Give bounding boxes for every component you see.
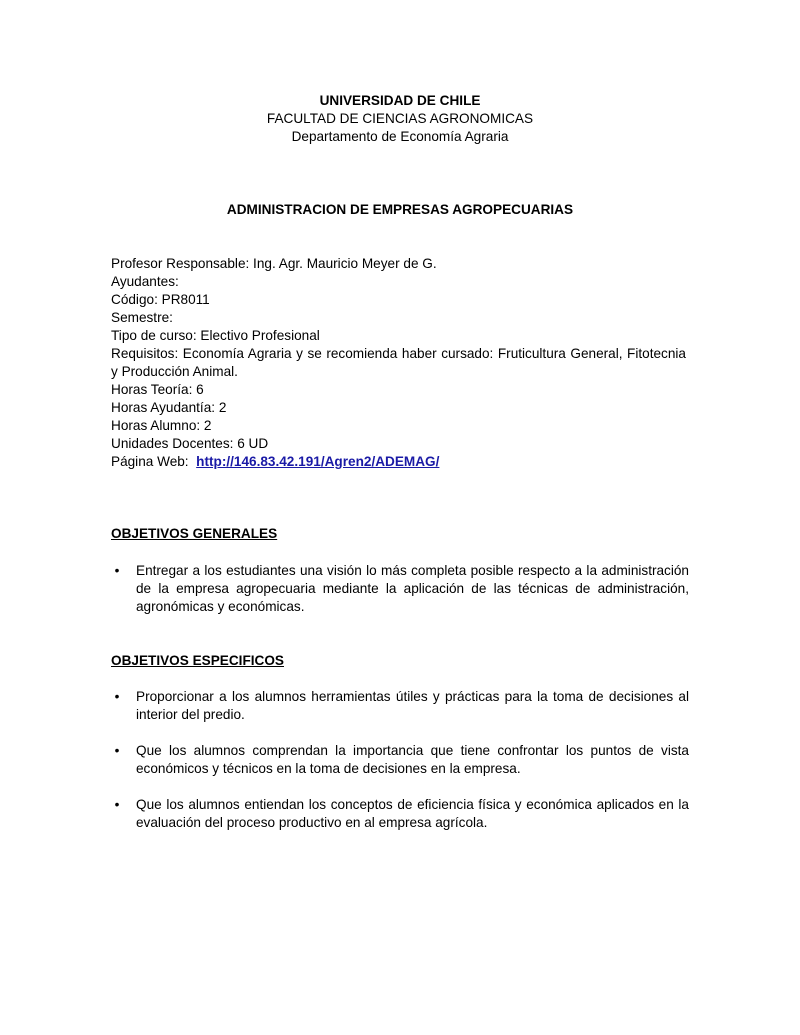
info-requisitos: Requisitos: Economía Agraria y se recomienda haber cursado: Fruticultura General, Fitotecnia y Producción Animal. [111, 346, 686, 379]
course-info [111, 255, 686, 471]
list-item-text: Que los alumnos comprendan la importancia que tiene confrontar los puntos de vista económicos y técnicos en la toma de decisiones en la empresa. [136, 743, 689, 776]
objetivos-especificos-heading: OBJETIVOS ESPECIFICOS [111, 653, 284, 668]
info-web [111, 453, 686, 471]
document-header [0, 92, 800, 146]
objetivos-generales-list [111, 562, 689, 616]
info-codigo: Código: PR8011 [111, 292, 210, 307]
course-title: ADMINISTRACION DE EMPRESAS AGROPECUARIAS [226, 202, 574, 217]
department-name: Departamento de Economía Agraria [291, 129, 509, 144]
info-horas-ayudantia: Horas Ayudantía: 2 [111, 400, 227, 415]
info-tipo: Tipo de curso: Electivo Profesional [111, 328, 320, 343]
info-horas-alumno: Horas Alumno: 2 [111, 418, 212, 433]
bullet-icon: • [114, 689, 120, 704]
bullet-icon: • [114, 563, 120, 578]
bullet-icon: • [114, 743, 120, 758]
objetivos-generales-heading: OBJETIVOS GENERALES [111, 526, 278, 541]
objetivos-especificos-list [111, 688, 689, 850]
info-horas-teoria: Horas Teoría: 6 [111, 382, 204, 397]
list-item [111, 742, 689, 778]
faculty-name: FACULTAD DE CIENCIAS AGRONOMICAS [266, 111, 534, 126]
bullet-icon: • [114, 797, 120, 812]
list-item [111, 796, 689, 832]
web-label: Página Web: [111, 454, 189, 469]
web-link[interactable]: http://146.83.42.191/Agren2/ADEMAG/ [196, 454, 440, 469]
list-item [111, 562, 689, 616]
info-semestre: Semestre: [111, 310, 173, 325]
info-unidades: Unidades Docentes: 6 UD [111, 436, 269, 451]
list-item-text: Proporcionar a los alumnos herramientas útiles y prácticas para la toma de decisiones al interior del predio. [136, 689, 689, 722]
university-name: UNIVERSIDAD DE CHILE [319, 93, 481, 108]
list-item [111, 688, 689, 724]
info-ayudantes: Ayudantes: [111, 274, 179, 289]
list-item-text: Que los alumnos entiendan los conceptos de eficiencia física y económica aplicados en la evaluación del proceso productivo en al empresa agrícola. [136, 797, 689, 830]
list-item-text: Entregar a los estudiantes una visión lo más completa posible respecto a la administración de la empresa agropecuaria mediante la aplicación de las técnicas de administración, agronómicas y económicas. [136, 563, 689, 614]
info-profesor: Profesor Responsable: Ing. Agr. Mauricio Meyer de G. [111, 256, 437, 271]
